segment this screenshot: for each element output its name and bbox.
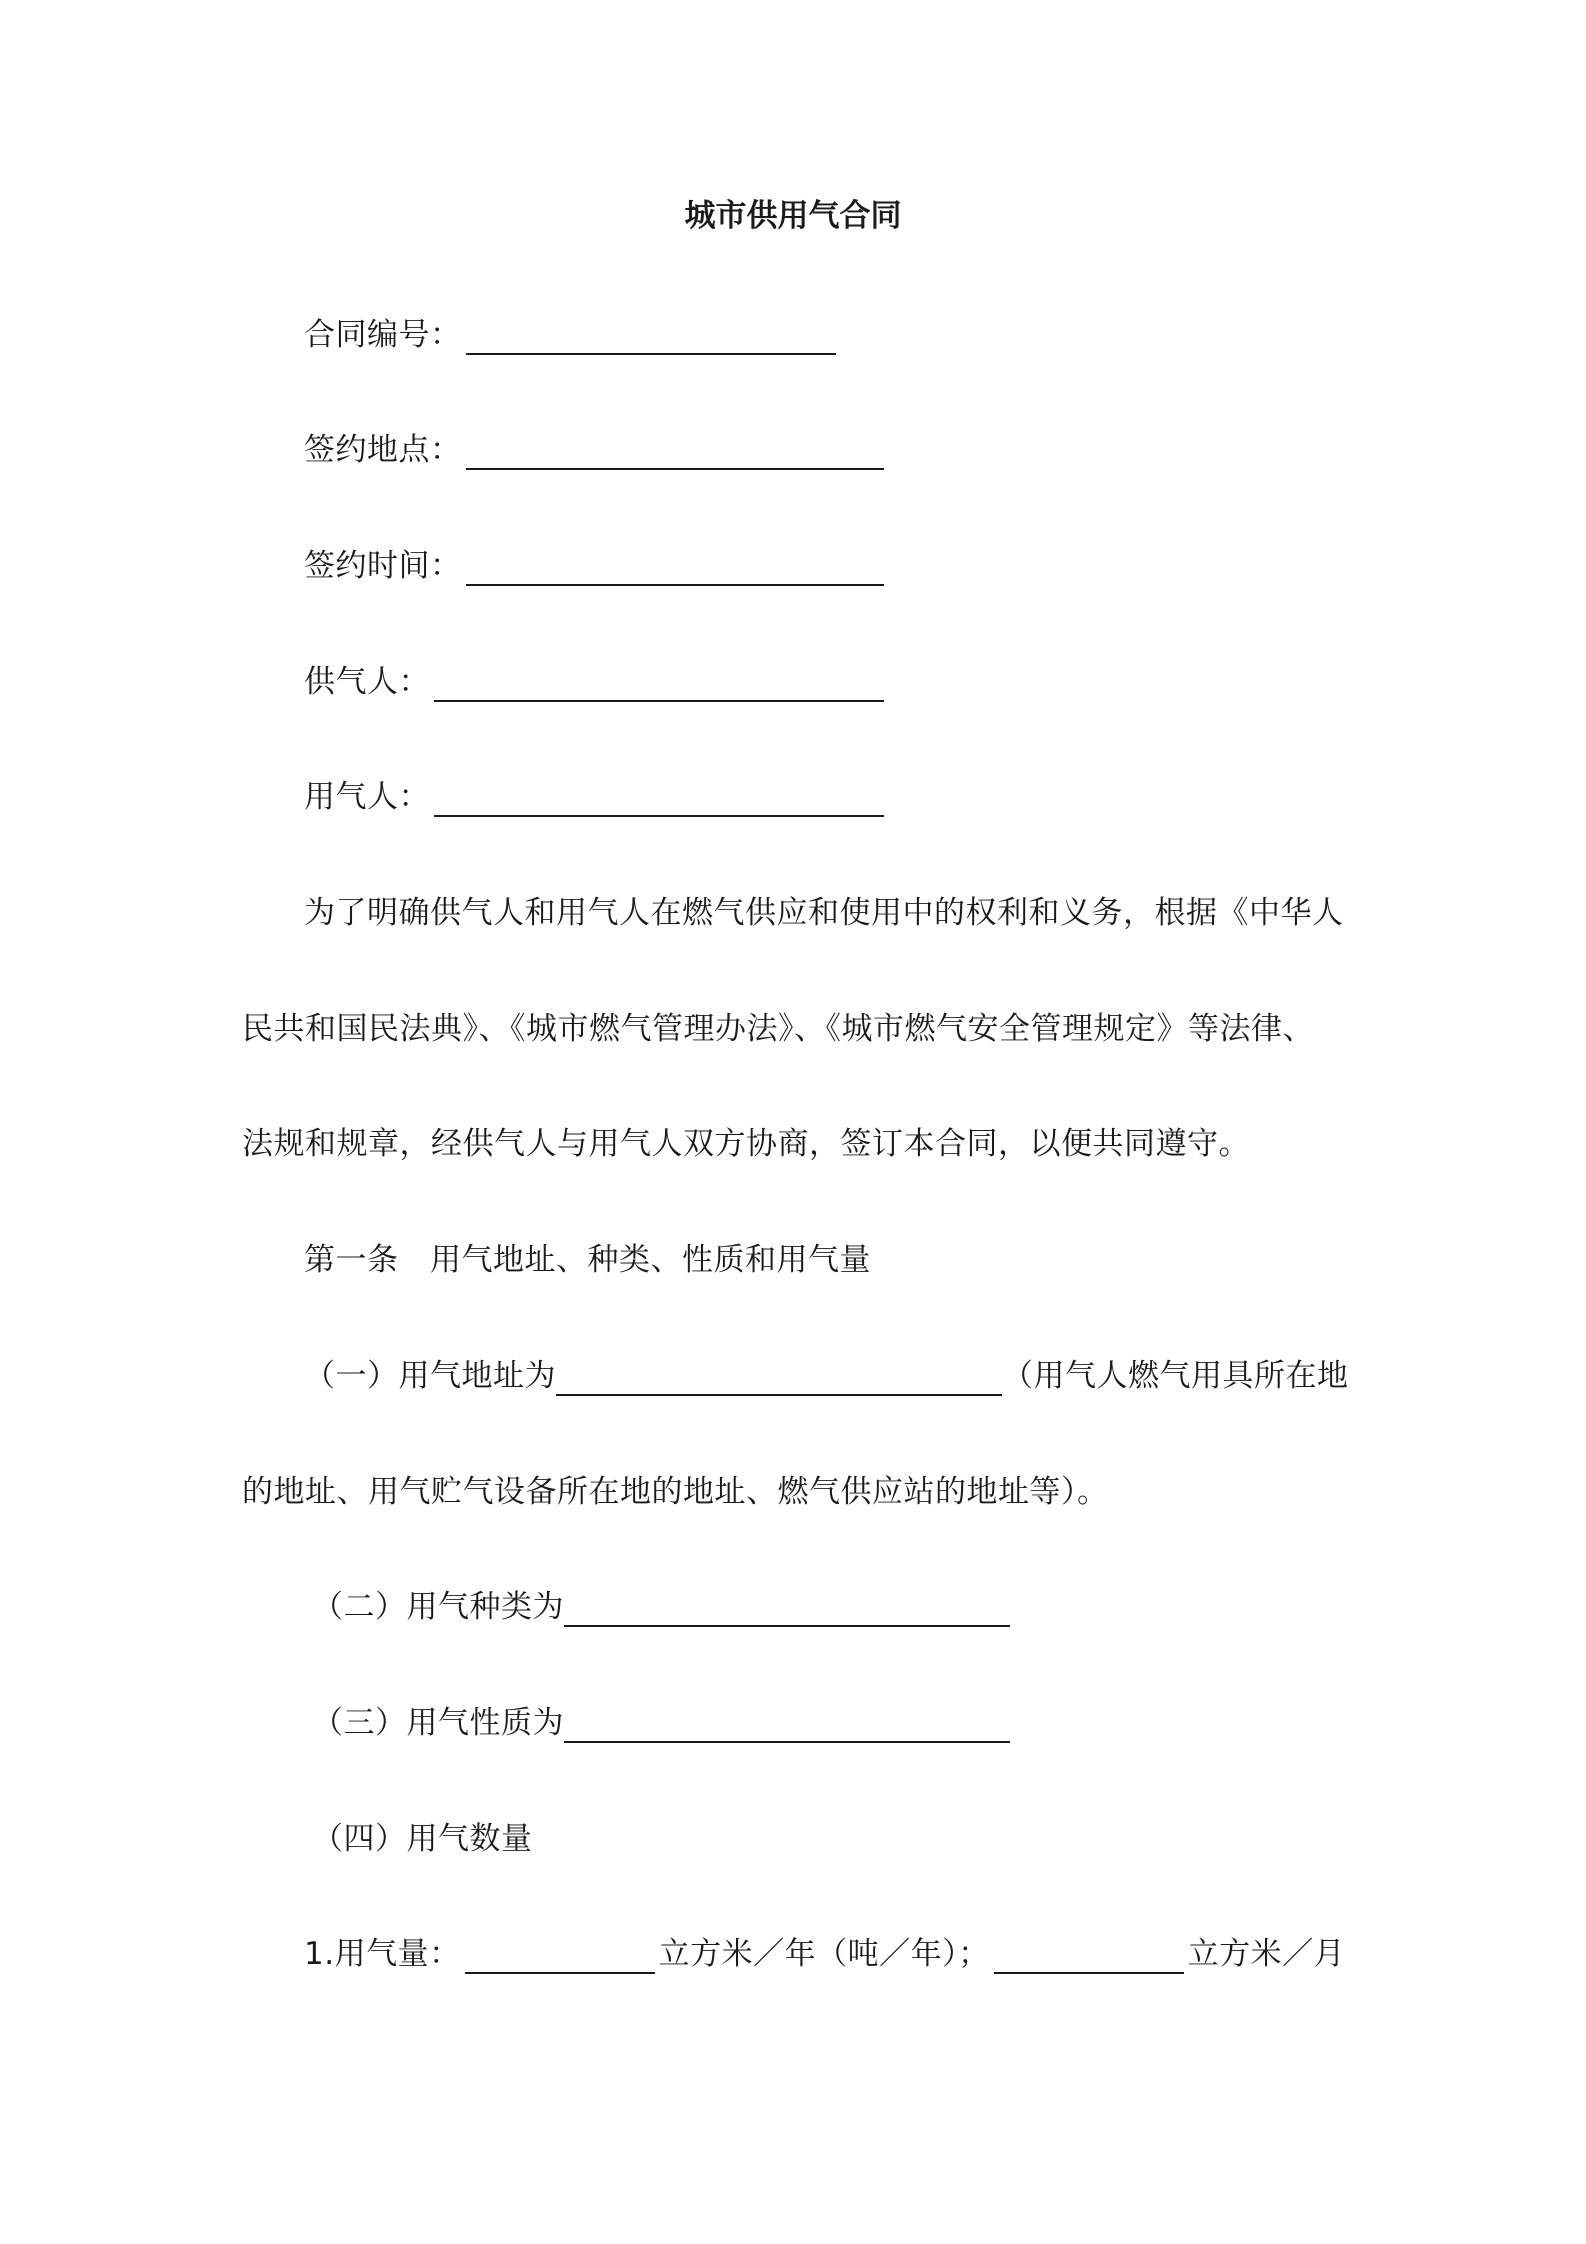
monthly-quantity-blank[interactable] — [994, 1938, 1184, 1974]
sign-place-row — [304, 430, 888, 470]
article-1-item-1-line-2: 的地址、用气贮气设备所在地的地址、燃气供应站的地址等）。 — [242, 1474, 1109, 1510]
preamble-line-3: 法规和规章，经供气人与用气人双方协商，签订本合同，以便共同遵守。 — [242, 1126, 1250, 1162]
item-1-suffix: （用气人燃气用具所在地 — [1002, 1358, 1349, 1394]
preamble-line-1: 为了明确供气人和用气人在燃气供应和使用中的权利和义务，根据《中华人 — [304, 895, 1344, 931]
item-2-prefix: （二）用气种类为 — [312, 1589, 564, 1625]
quantity-unit-1: 立方米／年（吨／年）； — [658, 1936, 990, 1972]
gas-nature-blank[interactable] — [564, 1707, 1010, 1743]
user-label: 用气人： — [304, 779, 430, 815]
sign-time-label: 签约时间： — [304, 548, 462, 584]
sign-place-blank[interactable] — [466, 434, 884, 470]
item-3-prefix: （三）用气性质为 — [312, 1705, 564, 1741]
contract-no-blank[interactable] — [466, 319, 836, 355]
quantity-row — [304, 1934, 1345, 1974]
article-1-item-4: （四）用气数量 — [312, 1821, 533, 1857]
sign-place-label: 签约地点： — [304, 432, 462, 468]
sign-time-row — [304, 546, 888, 586]
article-1-item-2 — [312, 1587, 1014, 1627]
supplier-blank[interactable] — [434, 666, 884, 702]
item-1-prefix: （一）用气地址为 — [304, 1358, 556, 1394]
contract-no-label: 合同编号： — [304, 317, 462, 353]
quantity-unit-2: 立方米／月 — [1187, 1936, 1346, 1972]
article-1-item-3 — [312, 1703, 1014, 1743]
document-title: 城市供用气合同 — [684, 198, 902, 234]
gas-type-blank[interactable] — [564, 1591, 1010, 1627]
preamble-line-2: 民共和国民法典》、《城市燃气管理办法》、《城市燃气安全管理规定》等法律、 — [242, 1011, 1314, 1047]
quantity-prefix: 1.用气量： — [304, 1936, 461, 1972]
article-1-heading: 第一条 用气地址、种类、性质和用气量 — [304, 1242, 871, 1278]
gas-address-blank[interactable] — [556, 1360, 1002, 1396]
user-blank[interactable] — [434, 781, 884, 817]
annual-quantity-blank[interactable] — [465, 1938, 655, 1974]
sign-time-blank[interactable] — [466, 550, 884, 586]
contract-no-row — [304, 315, 840, 355]
supplier-row — [304, 662, 888, 702]
supplier-label: 供气人： — [304, 664, 430, 700]
article-1-item-1 — [304, 1356, 1349, 1396]
user-row — [304, 777, 888, 817]
